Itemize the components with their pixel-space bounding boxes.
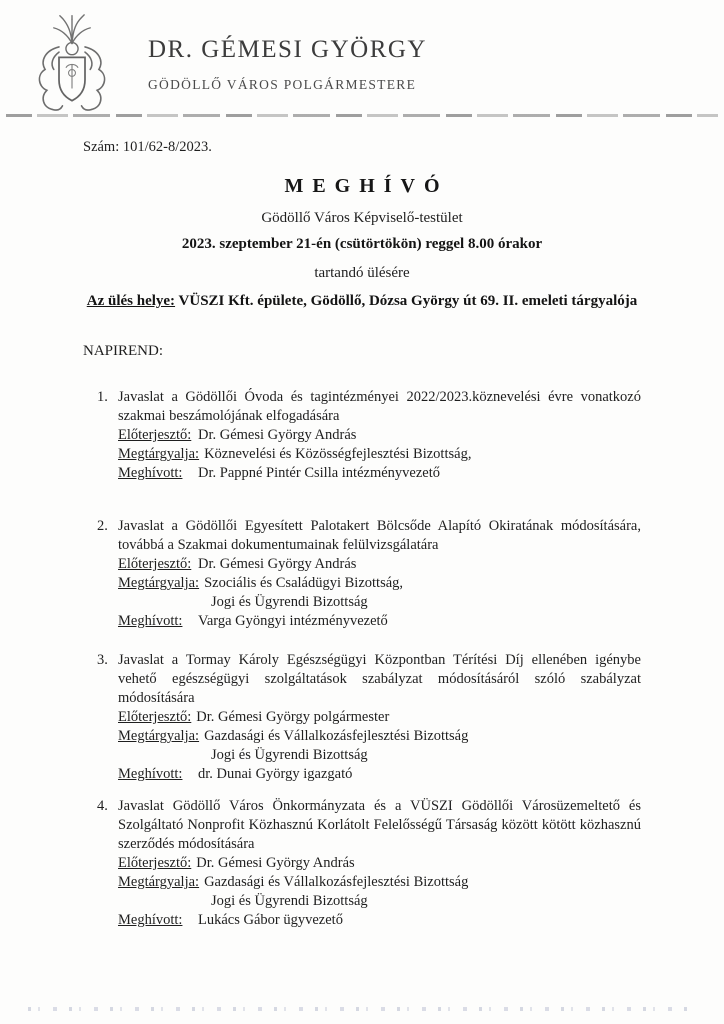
- letterhead: [0, 10, 724, 114]
- agenda-meta-value: Jogi és Ügyrendi Bizottság: [211, 747, 368, 764]
- agenda-meta-label: Meghívott:: [118, 912, 183, 928]
- location-label: Az ülés helye:: [86, 293, 176, 310]
- agenda-meta-label: Előterjesztő:: [118, 556, 192, 573]
- agenda-meta-value: Jogi és Ügyrendi Bizottság: [211, 893, 368, 910]
- agenda-item: [97, 388, 641, 483]
- header-divider-line: [6, 114, 718, 117]
- agenda-meta-row: [118, 854, 641, 873]
- agenda-list: [83, 388, 641, 930]
- agenda-item: [97, 517, 641, 631]
- mayor-name: DR. GÉMESI GYÖRGY: [148, 36, 427, 63]
- agenda-meta-value: dr. Dunai György igazgató: [198, 766, 353, 783]
- agenda-meta-label: Meghívott:: [118, 766, 183, 783]
- agenda-meta-row: [118, 593, 641, 612]
- agenda-meta-row: [118, 727, 641, 746]
- agenda-meta-row: [118, 765, 641, 784]
- council-name: Gödöllő Város Képviselő-testület: [261, 210, 463, 227]
- agenda-meta-row: [118, 911, 641, 930]
- agenda-item-meta: [118, 854, 641, 930]
- agenda-meta-value: Dr. Gémesi György polgármester: [196, 709, 390, 726]
- agenda-meta-value: Köznevelési és Közösségfejlesztési Bizottság,: [204, 446, 472, 463]
- agenda-meta-value: Jogi és Ügyrendi Bizottság: [211, 594, 368, 611]
- coat-of-arms-icon: [33, 14, 111, 118]
- agenda-meta-value: Varga Gyöngyi intézményvezető: [198, 613, 388, 630]
- agenda-item-meta: [118, 426, 641, 483]
- agenda-meta-value: Dr. Gémesi György András: [198, 427, 357, 444]
- agenda-meta-label: Előterjesztő:: [118, 855, 192, 872]
- agenda-meta-value: Dr. Gémesi György András: [198, 556, 357, 573]
- agenda-meta-label: Megtárgyalja:: [118, 874, 200, 891]
- agenda-meta-row: [118, 708, 641, 727]
- agenda-meta-row: [118, 555, 641, 574]
- agenda-meta-row: [118, 892, 641, 911]
- agenda-item-meta: [118, 708, 641, 784]
- agenda-meta-label: Előterjesztő:: [118, 709, 192, 726]
- agenda-meta-row: [118, 426, 641, 445]
- agenda-item-number: 2.: [97, 518, 108, 535]
- agenda-meta-value: Gazdasági és Vállalkozásfejlesztési Bizottság: [204, 728, 469, 745]
- agenda-heading: NAPIREND:: [83, 342, 164, 359]
- agenda-meta-value: Gazdasági és Vállalkozásfejlesztési Bizottság: [204, 874, 469, 891]
- agenda-meta-label: Megtárgyalja:: [118, 446, 200, 463]
- meeting-location: [83, 292, 641, 312]
- agenda-item: [97, 651, 641, 784]
- agenda-item-title: Javaslat a Gödöllői Óvoda és tagintézményei 2022/2023.köznevelési évre vonatkozó szakmai beszámolójának elfogadására: [118, 389, 641, 425]
- agenda-meta-label: Meghívott:: [118, 613, 183, 630]
- scan-artifact-line: [28, 1007, 694, 1011]
- agenda-item-title: Javaslat a Gödöllői Egyesített Palotakert Bölcsőde Alapító Okiratának módosítására, továbbá a Szakmai dokumentumainak felülvizsgálatára: [118, 518, 641, 554]
- agenda-meta-value: Lukács Gábor ügyvezető: [198, 912, 343, 928]
- reference-number: Szám: 101/62-8/2023.: [83, 139, 212, 155]
- agenda-item-number: 4.: [97, 798, 108, 815]
- agenda-item-number: 1.: [97, 389, 108, 406]
- agenda-item-title: Javaslat a Tormay Károly Egészségügyi Központban Térítési Díj ellenében igénybe vehető egészségügyi szolgáltatások szabályzat módosításáról szóló szabályzat módosítására: [118, 652, 641, 707]
- meeting-phrase: tartandó ülésére: [314, 265, 410, 282]
- agenda-item-title: Javaslat Gödöllő Város Önkormányzata és a VÜSZI Gödöllői Városüzemeltető és Szolgáltató Nonprofit Közhasznú Korlátolt Felelősségű Társaság között kötött közhasznú szerződés módosítására: [118, 798, 641, 853]
- document-title: MEGHÍVÓ: [284, 174, 449, 197]
- agenda-item-meta: [118, 555, 641, 631]
- agenda-meta-row: [118, 612, 641, 631]
- agenda-meta-label: Előterjesztő:: [118, 427, 192, 444]
- agenda-meta-label: Megtárgyalja:: [118, 728, 200, 745]
- agenda-meta-value: Szociális és Családügyi Bizottság,: [204, 575, 404, 592]
- agenda-meta-label: Meghívott:: [118, 465, 183, 482]
- location-value: VÜSZI Kft. épülete, Gödöllő, Dózsa György út 69. II. emeleti tárgyalója: [175, 293, 638, 310]
- agenda-meta-row: [118, 464, 641, 483]
- agenda-item-number: 3.: [97, 652, 108, 669]
- agenda-meta-row: [118, 746, 641, 765]
- agenda-meta-row: [118, 445, 641, 464]
- document-body: [83, 138, 641, 930]
- agenda-meta-value: Dr. Pappné Pintér Csilla intézményvezető: [198, 465, 441, 482]
- agenda-meta-value: Dr. Gémesi György András: [196, 855, 355, 872]
- mayor-title: GÖDÖLLŐ VÁROS POLGÁRMESTERE: [148, 77, 417, 92]
- agenda-meta-row: [118, 574, 641, 593]
- agenda-meta-label: Megtárgyalja:: [118, 575, 200, 592]
- meeting-datetime: 2023. szeptember 21-én (csütörtökön) reggel 8.00 órakor: [181, 235, 543, 252]
- agenda-item: [97, 797, 641, 930]
- agenda-meta-row: [118, 873, 641, 892]
